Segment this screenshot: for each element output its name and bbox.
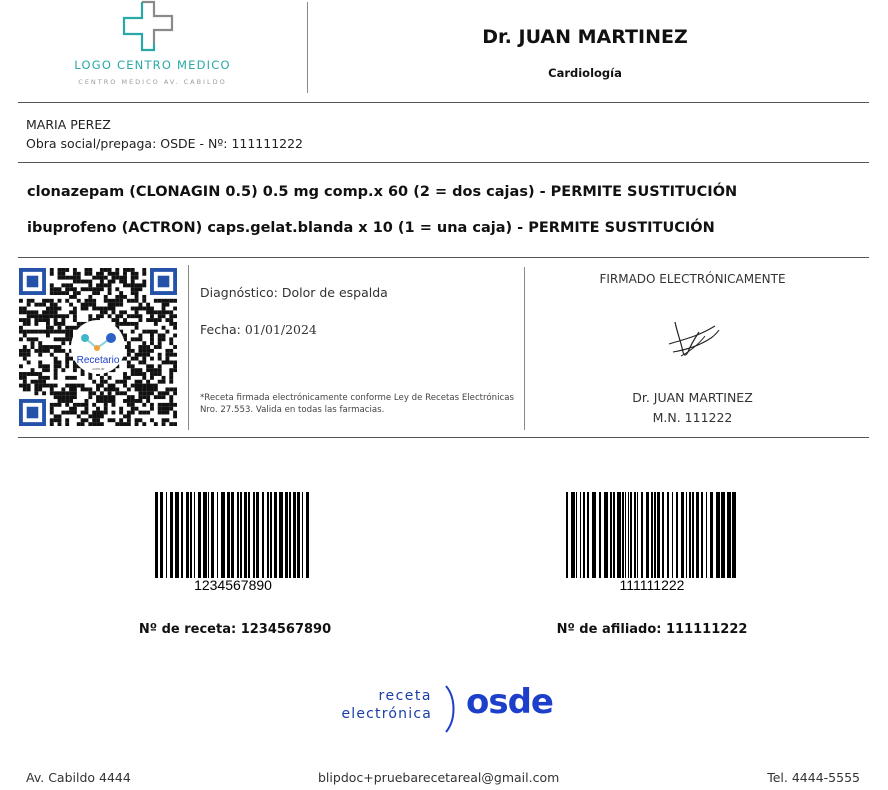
footer-phone: Tel. 4444-5555 xyxy=(767,770,860,785)
member-barcode xyxy=(566,492,738,578)
date-value: 01/01/2024 xyxy=(244,322,317,337)
prescription-barcode-number: 1234567890 xyxy=(194,577,272,593)
divider xyxy=(18,162,869,163)
footer-email: blipdoc+pruebarecetareal@gmail.com xyxy=(318,770,560,785)
divider xyxy=(18,437,869,438)
logo-subtitle: CENTRO MEDICO AV. CABILDO xyxy=(78,78,227,86)
patient-coverage: Obra social/prepaga: OSDE - Nº: 111111222 xyxy=(26,136,304,151)
medication-item: ibuprofeno (ACTRON) caps.gelat.blanda x 10 (1 = una caja) - PERMITE SUSTITUCIÓN xyxy=(27,220,715,236)
prescription-qr-code xyxy=(19,268,177,426)
clinic-logo xyxy=(40,0,265,92)
electronica-text: electrónica xyxy=(341,706,432,722)
signed-electronically-label: FIRMADO ELECTRÓNICAMENTE xyxy=(599,272,786,286)
prescription-barcode xyxy=(155,492,311,578)
handwritten-signature xyxy=(665,316,725,364)
footer-address: Av. Cabildo 4444 xyxy=(26,770,131,785)
prescription-date xyxy=(200,322,317,337)
qr-brand-text: Recetario xyxy=(76,355,120,366)
doctor-specialty: Cardiología xyxy=(548,66,622,80)
doctor-name: Dr. JUAN MARTINEZ xyxy=(482,26,688,48)
signer-license: M.N. 111222 xyxy=(652,410,733,425)
member-barcode-number: 111111222 xyxy=(619,577,685,593)
medical-cross-logo-icon xyxy=(120,0,176,52)
diagnosis: Diagnóstico: Dolor de espalda xyxy=(200,285,388,300)
bracket-icon xyxy=(440,684,460,734)
section-divider xyxy=(524,267,525,430)
patient-name: MARIA PEREZ xyxy=(26,117,111,132)
signer-name: Dr. JUAN MARTINEZ xyxy=(632,390,753,405)
legal-note: *Receta firmada electrónicamente conforme Ley de Recetas Electrónicas Nro. 27.553. Valida en todas las farmacias. xyxy=(200,393,514,415)
prescription-number-caption: Nº de receta: 1234567890 xyxy=(138,622,332,637)
section-divider xyxy=(188,265,189,430)
osde-logo: osde xyxy=(466,682,553,722)
divider xyxy=(18,257,869,258)
medication-item: clonazepam (CLONAGIN 0.5) 0.5 mg comp.x 60 (2 = dos cajas) - PERMITE SUSTITUCIÓN xyxy=(27,184,738,200)
divider xyxy=(18,102,869,103)
date-label: Fecha: xyxy=(200,322,245,337)
qr-brand-sub: .com.ar xyxy=(91,366,105,371)
member-number-caption: Nº de afiliado: 111111222 xyxy=(556,622,748,637)
logo-title: LOGO CENTRO MEDICO xyxy=(74,58,231,72)
header-divider xyxy=(307,2,308,93)
receta-text: receta xyxy=(378,688,432,704)
